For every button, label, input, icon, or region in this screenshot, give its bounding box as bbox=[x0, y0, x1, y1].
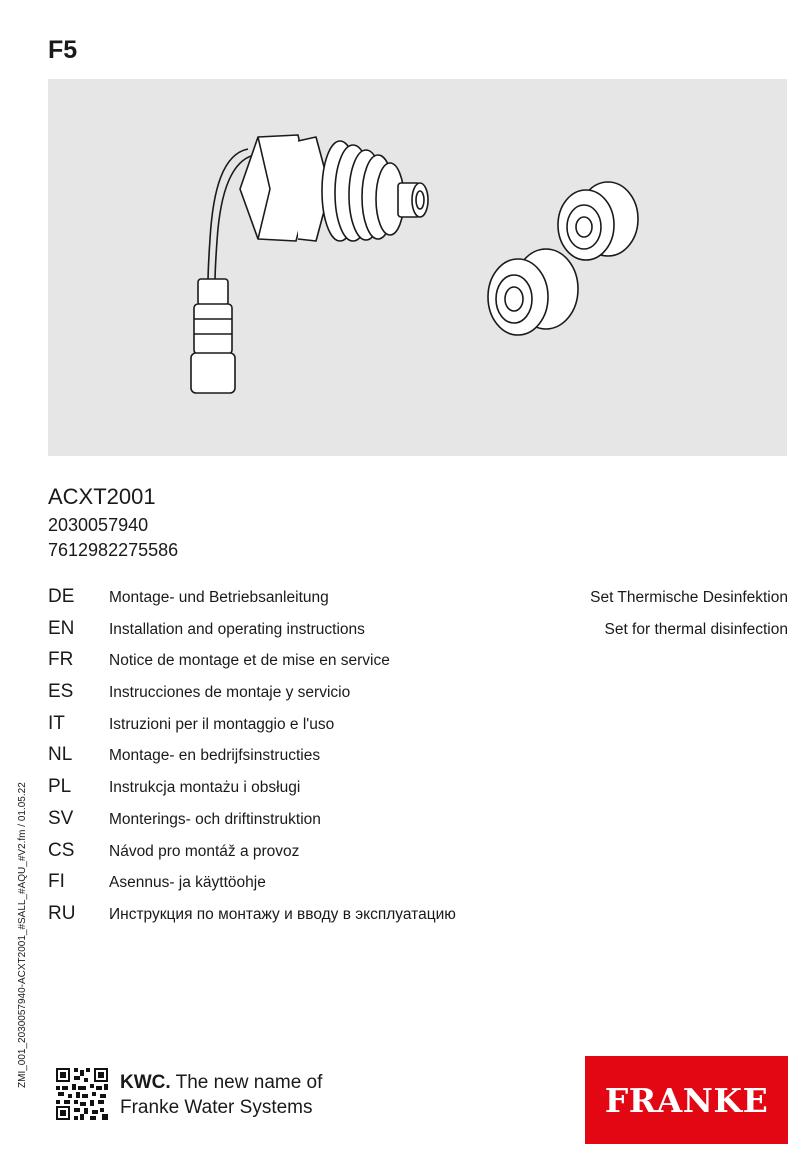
language-row-it bbox=[48, 713, 788, 745]
instruction-title: Montage- en bedrijfsinstructies bbox=[109, 747, 321, 765]
tagline-line-1: The new name of bbox=[175, 1072, 323, 1093]
instruction-title: Asennus- ja käyttöohje bbox=[109, 874, 266, 892]
language-row-fi bbox=[48, 871, 788, 903]
instruction-title: Instrukcja montażu i obsługi bbox=[109, 779, 301, 797]
language-row-pl bbox=[48, 776, 788, 808]
instruction-title: Istruzioni per il montaggio e l'uso bbox=[109, 715, 335, 733]
instruction-title: Инструкция по монтажу и вводу в эксплуатацию bbox=[109, 905, 456, 923]
page-label: F5 bbox=[48, 36, 78, 64]
instruction-title: Notice de montage et de mise en service bbox=[109, 652, 390, 670]
language-list bbox=[48, 586, 788, 935]
language-row-cs bbox=[48, 840, 788, 872]
language-code: PL bbox=[48, 776, 72, 798]
franke-logo-text: FRANKE bbox=[604, 1080, 769, 1120]
kwc-brand: KWC. bbox=[120, 1072, 171, 1093]
language-row-nl bbox=[48, 744, 788, 776]
instruction-title: Montage- und Betriebsanleitung bbox=[109, 589, 329, 606]
instruction-title: Installation and operating instructions bbox=[109, 620, 365, 638]
kwc-tagline bbox=[120, 1070, 322, 1120]
ean-number: 7612982275586 bbox=[48, 540, 179, 560]
language-row-ru bbox=[48, 903, 788, 935]
product-illustration bbox=[48, 79, 787, 456]
language-code: FI bbox=[48, 871, 65, 893]
language-code: CS bbox=[48, 839, 75, 861]
language-code: RU bbox=[48, 902, 76, 924]
instruction-title: Návod pro montáž a provoz bbox=[109, 842, 300, 860]
language-row-fr bbox=[48, 649, 788, 681]
language-row-es bbox=[48, 681, 788, 713]
instruction-title: Instrucciones de montaje y servicio bbox=[109, 684, 351, 702]
document-reference: ZMI_001_2030057940-ACXT2001_#SALL_#AQU_#V2.fm / 01.05.22 bbox=[17, 782, 28, 1088]
instruction-title: Monterings- och driftinstruktion bbox=[109, 810, 321, 828]
product-name: Set Thermische Desinfektion bbox=[590, 589, 788, 606]
language-row-sv bbox=[48, 808, 788, 840]
language-code: NL bbox=[48, 744, 73, 766]
language-row-de bbox=[48, 586, 788, 618]
language-row-en bbox=[48, 618, 788, 650]
product-drawing bbox=[48, 79, 787, 456]
language-code: EN bbox=[48, 617, 75, 639]
language-code: SV bbox=[48, 807, 74, 829]
language-code: FR bbox=[48, 649, 74, 671]
product-code: ACXT2001 bbox=[48, 484, 156, 509]
qr-code-icon bbox=[56, 1068, 108, 1125]
tagline-line-2: Franke Water Systems bbox=[120, 1097, 313, 1118]
language-code: IT bbox=[48, 712, 65, 734]
article-number: 2030057940 bbox=[48, 515, 149, 535]
product-name: Set for thermal disinfection bbox=[604, 620, 788, 638]
franke-logo bbox=[585, 1056, 788, 1144]
language-code: ES bbox=[48, 681, 74, 703]
language-code: DE bbox=[48, 586, 75, 607]
